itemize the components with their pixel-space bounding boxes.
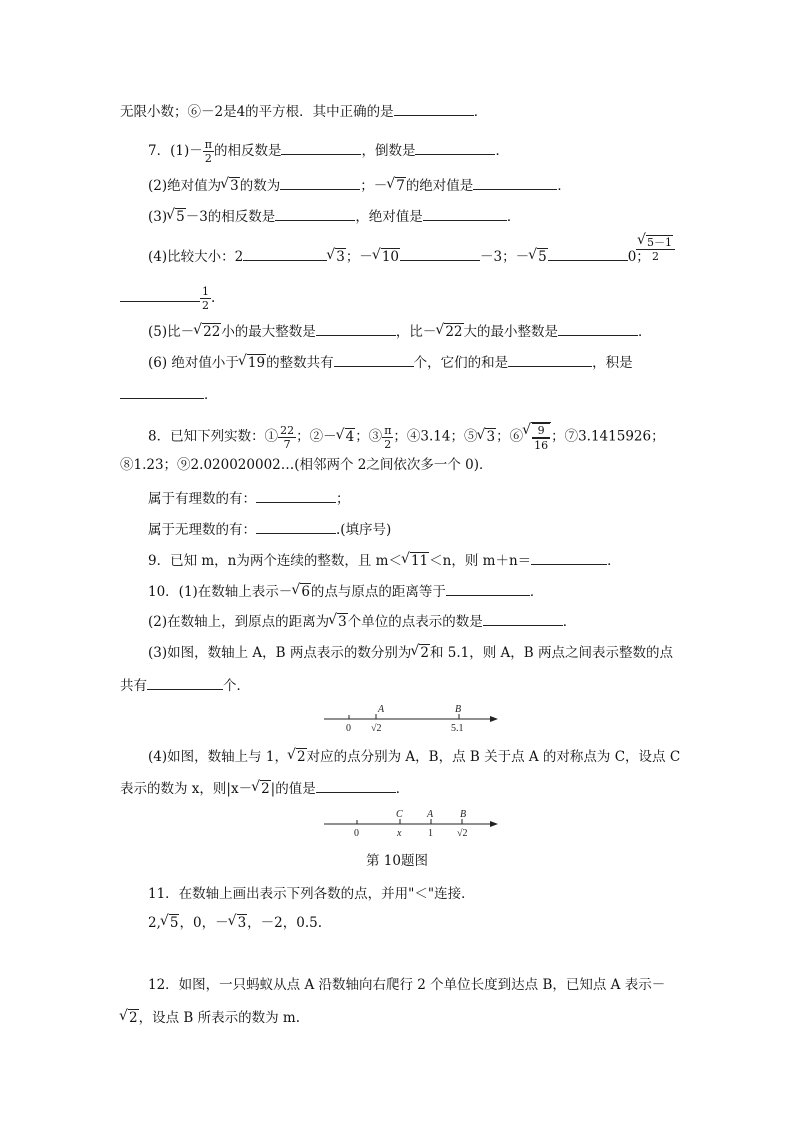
label-x: x: [397, 828, 402, 839]
q8-rational: [148, 488, 350, 509]
text: ；－: [345, 249, 373, 265]
text: (6) 绝对值小于: [148, 355, 239, 371]
answer-blank[interactable]: [473, 175, 557, 190]
sqrt: [373, 247, 400, 267]
numerator: 1: [202, 285, 209, 298]
text: ，比－: [395, 324, 437, 340]
numerator: [636, 236, 675, 250]
q12: [148, 975, 665, 995]
text: 11．在数轴上画出表示下列各数的点，并用"＜"连接．: [148, 886, 475, 902]
text: 9．已知 m，n为两个连续的整数，且 m＜: [148, 553, 402, 569]
q8-irrational: [148, 519, 391, 540]
answer-blank[interactable]: [281, 140, 361, 155]
sqrt: [288, 747, 307, 767]
answer-blank[interactable]: [508, 352, 592, 367]
text: (2)在数轴上，到原点的距离为: [148, 614, 330, 630]
sqrt: [327, 247, 346, 267]
sqrt: [477, 427, 496, 447]
denominator: 2: [202, 299, 209, 312]
fraction: [203, 138, 214, 165]
answer-blank[interactable]: [256, 488, 336, 503]
answer-blank[interactable]: [147, 675, 223, 690]
answer-blank[interactable]: [243, 246, 327, 261]
radicand: 5: [169, 915, 179, 931]
answer-blank[interactable]: [423, 206, 507, 221]
label-zero: 0: [346, 723, 351, 734]
sqrt: [161, 913, 180, 933]
q7-part5: [148, 321, 652, 342]
answer-blank[interactable]: [483, 611, 563, 626]
text: 小的最大整数是: [221, 324, 316, 340]
sqrt: [252, 779, 271, 799]
radicand: 11: [410, 553, 429, 569]
text: 2,: [148, 915, 161, 931]
sqrt: [402, 551, 429, 571]
text: (5)比－: [148, 324, 195, 340]
q7-part6-cont: [120, 384, 218, 405]
text: ．: [607, 553, 621, 569]
sqrt: [120, 1008, 139, 1028]
text: 属于无理数的有：: [148, 522, 256, 538]
text: ；③: [355, 428, 383, 445]
radicand: 5: [538, 249, 547, 265]
answer-blank[interactable]: [316, 321, 396, 336]
text: (4)如图，数轴上与 1，: [148, 749, 289, 765]
text: .(填序号): [336, 522, 392, 538]
answer-blank[interactable]: [256, 519, 336, 534]
text: 个．: [223, 678, 250, 694]
text: ．: [204, 387, 218, 403]
label-a: A: [427, 809, 434, 820]
text: 大的最小整数是: [463, 324, 558, 340]
radicand: 2: [129, 1010, 138, 1026]
sqrt: [239, 353, 266, 373]
q7-part1: [148, 138, 509, 165]
sqrt: [337, 427, 356, 447]
radicand: 6: [301, 584, 310, 600]
text: 属于有理数的有：: [148, 491, 256, 507]
label-a: A: [378, 704, 385, 715]
answer-blank[interactable]: [120, 287, 200, 302]
text: 7．(1)－: [148, 143, 203, 159]
sqrt: [167, 207, 186, 227]
text: 8．已知下列实数：①: [148, 428, 279, 445]
text: ．: [473, 104, 488, 120]
label-sqrt2: √2: [371, 723, 382, 734]
text: ，倒数是: [361, 143, 416, 159]
text: |的值是: [270, 781, 316, 797]
text: ；②－: [296, 428, 337, 445]
text: 个，它们的和是: [413, 355, 509, 371]
numerator: π: [384, 423, 392, 437]
q7-part4-fraction: [636, 236, 675, 263]
radicand: 2: [297, 749, 306, 765]
answer-blank[interactable]: [280, 175, 360, 190]
figure-caption: 第 10题图: [366, 853, 428, 869]
q12-cont: [120, 1008, 300, 1028]
radicand: 22: [445, 324, 463, 340]
sqrt: [221, 176, 240, 196]
text: ；⑦3.1415926；: [551, 428, 665, 445]
numerator: π: [204, 138, 212, 151]
denominator: 2: [652, 250, 659, 263]
sqrt: [387, 176, 406, 196]
text: 对应的点分别为 A，B，点 B 关于点 A 的对称点为 C，设点 C: [306, 749, 681, 765]
radicand: 4: [345, 428, 355, 445]
text: ，－2，0.5.: [247, 915, 323, 931]
radicand: 22: [203, 324, 221, 340]
answer-blank[interactable]: [400, 246, 480, 261]
denominator: 7: [283, 437, 291, 451]
text: 的相反数是: [213, 143, 282, 159]
text: ，绝对值是: [355, 209, 423, 225]
denominator: 2: [204, 152, 212, 165]
text: 和 5.1，则 A，B 两点之间表示整数的点: [429, 645, 673, 661]
denominator: 2: [384, 437, 392, 451]
line-q6-end: [120, 101, 487, 122]
q11: [148, 884, 475, 904]
text: 0；: [627, 249, 650, 265]
label-b: B: [455, 704, 462, 715]
text: ；: [336, 491, 350, 507]
text: 表示的数为 x，则|x－: [120, 781, 253, 797]
label-zero: 0: [354, 828, 359, 839]
text: ，积是: [592, 355, 633, 371]
radicand: 2: [420, 645, 429, 661]
text: (4)比较大小：2: [148, 249, 244, 265]
label-c: C: [396, 809, 403, 820]
fraction: [382, 424, 393, 451]
radicand: 19: [247, 355, 266, 371]
sqrt: [529, 247, 548, 267]
text: ．: [529, 584, 544, 600]
q9: [148, 550, 621, 571]
text: ＜n，则 m＋n＝: [429, 553, 532, 569]
text: ；⑥: [496, 428, 524, 445]
answer-blank[interactable]: [548, 246, 628, 261]
radicand: 3: [336, 249, 345, 265]
text: 无限小数；⑥－2是4的平方根．其中正确的是: [120, 104, 394, 120]
q10-part4: [148, 747, 680, 767]
text: 共有: [120, 678, 147, 694]
label-b: B: [460, 809, 467, 820]
answer-blank[interactable]: [394, 101, 474, 116]
q10-part2: [148, 611, 576, 632]
fraction: [200, 285, 211, 312]
q7-part4: [148, 246, 650, 267]
text: ．: [506, 209, 521, 225]
numerator: √ 9: [532, 423, 550, 438]
sqrt: [436, 322, 463, 342]
radicand: 3: [230, 178, 239, 194]
text: 10．(1)在数轴上表示－: [148, 584, 293, 600]
text: ⑧1.23；⑨2.020020002…(相邻两个 2之间依次多一个 0)．: [120, 457, 493, 473]
q7-part2: [148, 175, 571, 196]
text: ，设点 B 所表示的数为 m.: [138, 1010, 300, 1026]
text: ，0，－: [179, 915, 229, 931]
sqrt: [329, 612, 348, 632]
answer-blank[interactable]: [120, 384, 204, 399]
sqrt: [411, 643, 430, 663]
sqrt: [194, 322, 221, 342]
text: ．: [638, 324, 652, 340]
answer-blank[interactable]: [334, 352, 414, 367]
text: ．: [495, 143, 509, 159]
fraction: [278, 424, 296, 451]
sqrt: [638, 236, 673, 249]
fraction: [636, 236, 675, 263]
q10-part1: [148, 581, 543, 602]
q7-part4-cont: [120, 285, 215, 312]
radicand: 5－1: [647, 236, 672, 249]
axis-arrow: [490, 821, 498, 827]
q7-part3: [148, 206, 520, 227]
number-line-2: [318, 805, 504, 845]
text: 的绝对值是: [405, 178, 474, 194]
q11-numbers: [148, 913, 322, 933]
q8-line2: [120, 455, 493, 475]
label-5-1: 5.1: [451, 723, 464, 734]
sqrt: [292, 582, 311, 602]
radicand: 3: [338, 614, 347, 630]
answer-blank[interactable]: [415, 140, 495, 155]
text: 的点与原点的距离等于: [310, 584, 446, 600]
text: .: [211, 290, 216, 306]
answer-blank[interactable]: [446, 581, 530, 596]
q8-line1: [148, 422, 665, 452]
text: 个单位的点表示的数是: [347, 614, 483, 630]
axis-arrow: [490, 716, 498, 722]
q10-part3-cont: [120, 675, 250, 696]
q7-part6: [148, 352, 633, 373]
radicand: 3: [237, 915, 247, 931]
text: ．: [395, 781, 410, 797]
numerator: 22: [280, 423, 295, 437]
answer-blank[interactable]: [275, 206, 355, 221]
text: －3的相反数是: [185, 209, 276, 225]
sqrt: [523, 422, 551, 452]
answer-blank[interactable]: [558, 321, 638, 336]
text: (3)如图，数轴上 A，B 两点表示的数分别为: [148, 645, 412, 661]
text: 的整数共有: [266, 355, 334, 371]
fraction: [531, 422, 551, 452]
text: 的数为: [239, 178, 281, 194]
radicand: 10: [381, 249, 399, 265]
text: (2)绝对值为: [148, 178, 222, 194]
text: －3；－: [480, 249, 530, 265]
text: 12．如图，一只蚂蚁从点 A 沿数轴向右爬行 2 个单位长度到达点 B，已知点 A 表示－: [148, 977, 666, 993]
radicand: 3: [486, 428, 496, 445]
text: (3): [148, 209, 168, 225]
label-sqrt2: √2: [457, 828, 468, 839]
radicand: 2: [261, 781, 270, 797]
answer-blank[interactable]: [531, 550, 607, 565]
radicand: 7: [396, 178, 405, 194]
label-one: 1: [428, 828, 433, 839]
answer-blank[interactable]: [316, 778, 396, 793]
text: ；－: [360, 178, 388, 194]
text: ．: [562, 614, 577, 630]
sqrt: [229, 913, 248, 933]
radicand: 5: [176, 209, 185, 225]
number-line-1: [318, 700, 504, 740]
q10-part4-cont: [120, 778, 409, 799]
text: ．: [557, 178, 571, 194]
q10-part3: [148, 643, 673, 663]
denominator: 16: [534, 439, 549, 452]
text: ；④3.14；⑤: [393, 428, 478, 445]
